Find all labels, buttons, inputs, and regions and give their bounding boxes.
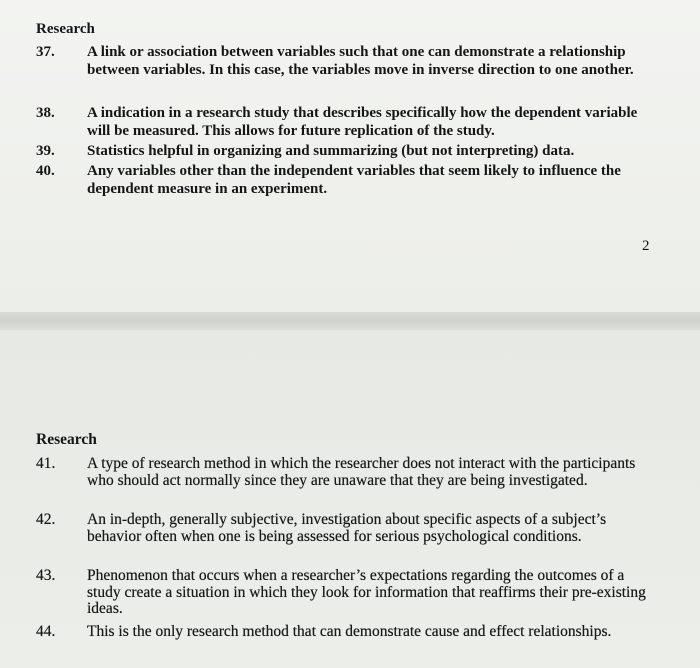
page-fold [0,312,700,330]
question-text: Statistics helpful in organizing and summarizing (but not interpreting) data. [87,143,575,159]
section-heading-bottom: Research [36,431,97,448]
question-text: A type of research method in which the researcher does not interact with the participants who should act normally since they are unaware that they are being investigated. [87,455,636,489]
question-number: 42. [36,511,56,528]
question-text: This is the only research method that can demonstrate cause and effect relationships. [87,623,612,640]
question-number: 43. [36,567,56,584]
page-number: 2 [642,238,650,254]
question-text: A link or association between variables such that one can demonstrate a relationship between variables. In this case, the variables move in inverse direction to one another. [87,44,634,78]
question-text: A indication in a research study that describes specifically how the dependent variable will be measured. This allows for future replication of the study. [87,105,638,139]
question-number: 39. [36,143,55,159]
question-number: 37. [36,44,55,60]
question-number: 41. [36,455,56,472]
question-number: 38. [36,105,55,121]
question-text: An in-depth, generally subjective, investigation about specific aspects of a subject’s behavior often when one is being assessed for serious psychological conditions. [87,511,607,545]
question-text: Any variables other than the independent variables that seem likely to influence the dependent measure in an experiment. [87,163,621,197]
section-heading-top: Research [36,21,95,37]
question-text: Phenomenon that occurs when a researcher’s expectations regarding the outcomes of a study create a situation in which they look for information that reaffirms their pre-existing ideas. [87,567,646,617]
question-number: 44. [36,623,56,640]
question-number: 40. [36,163,55,179]
